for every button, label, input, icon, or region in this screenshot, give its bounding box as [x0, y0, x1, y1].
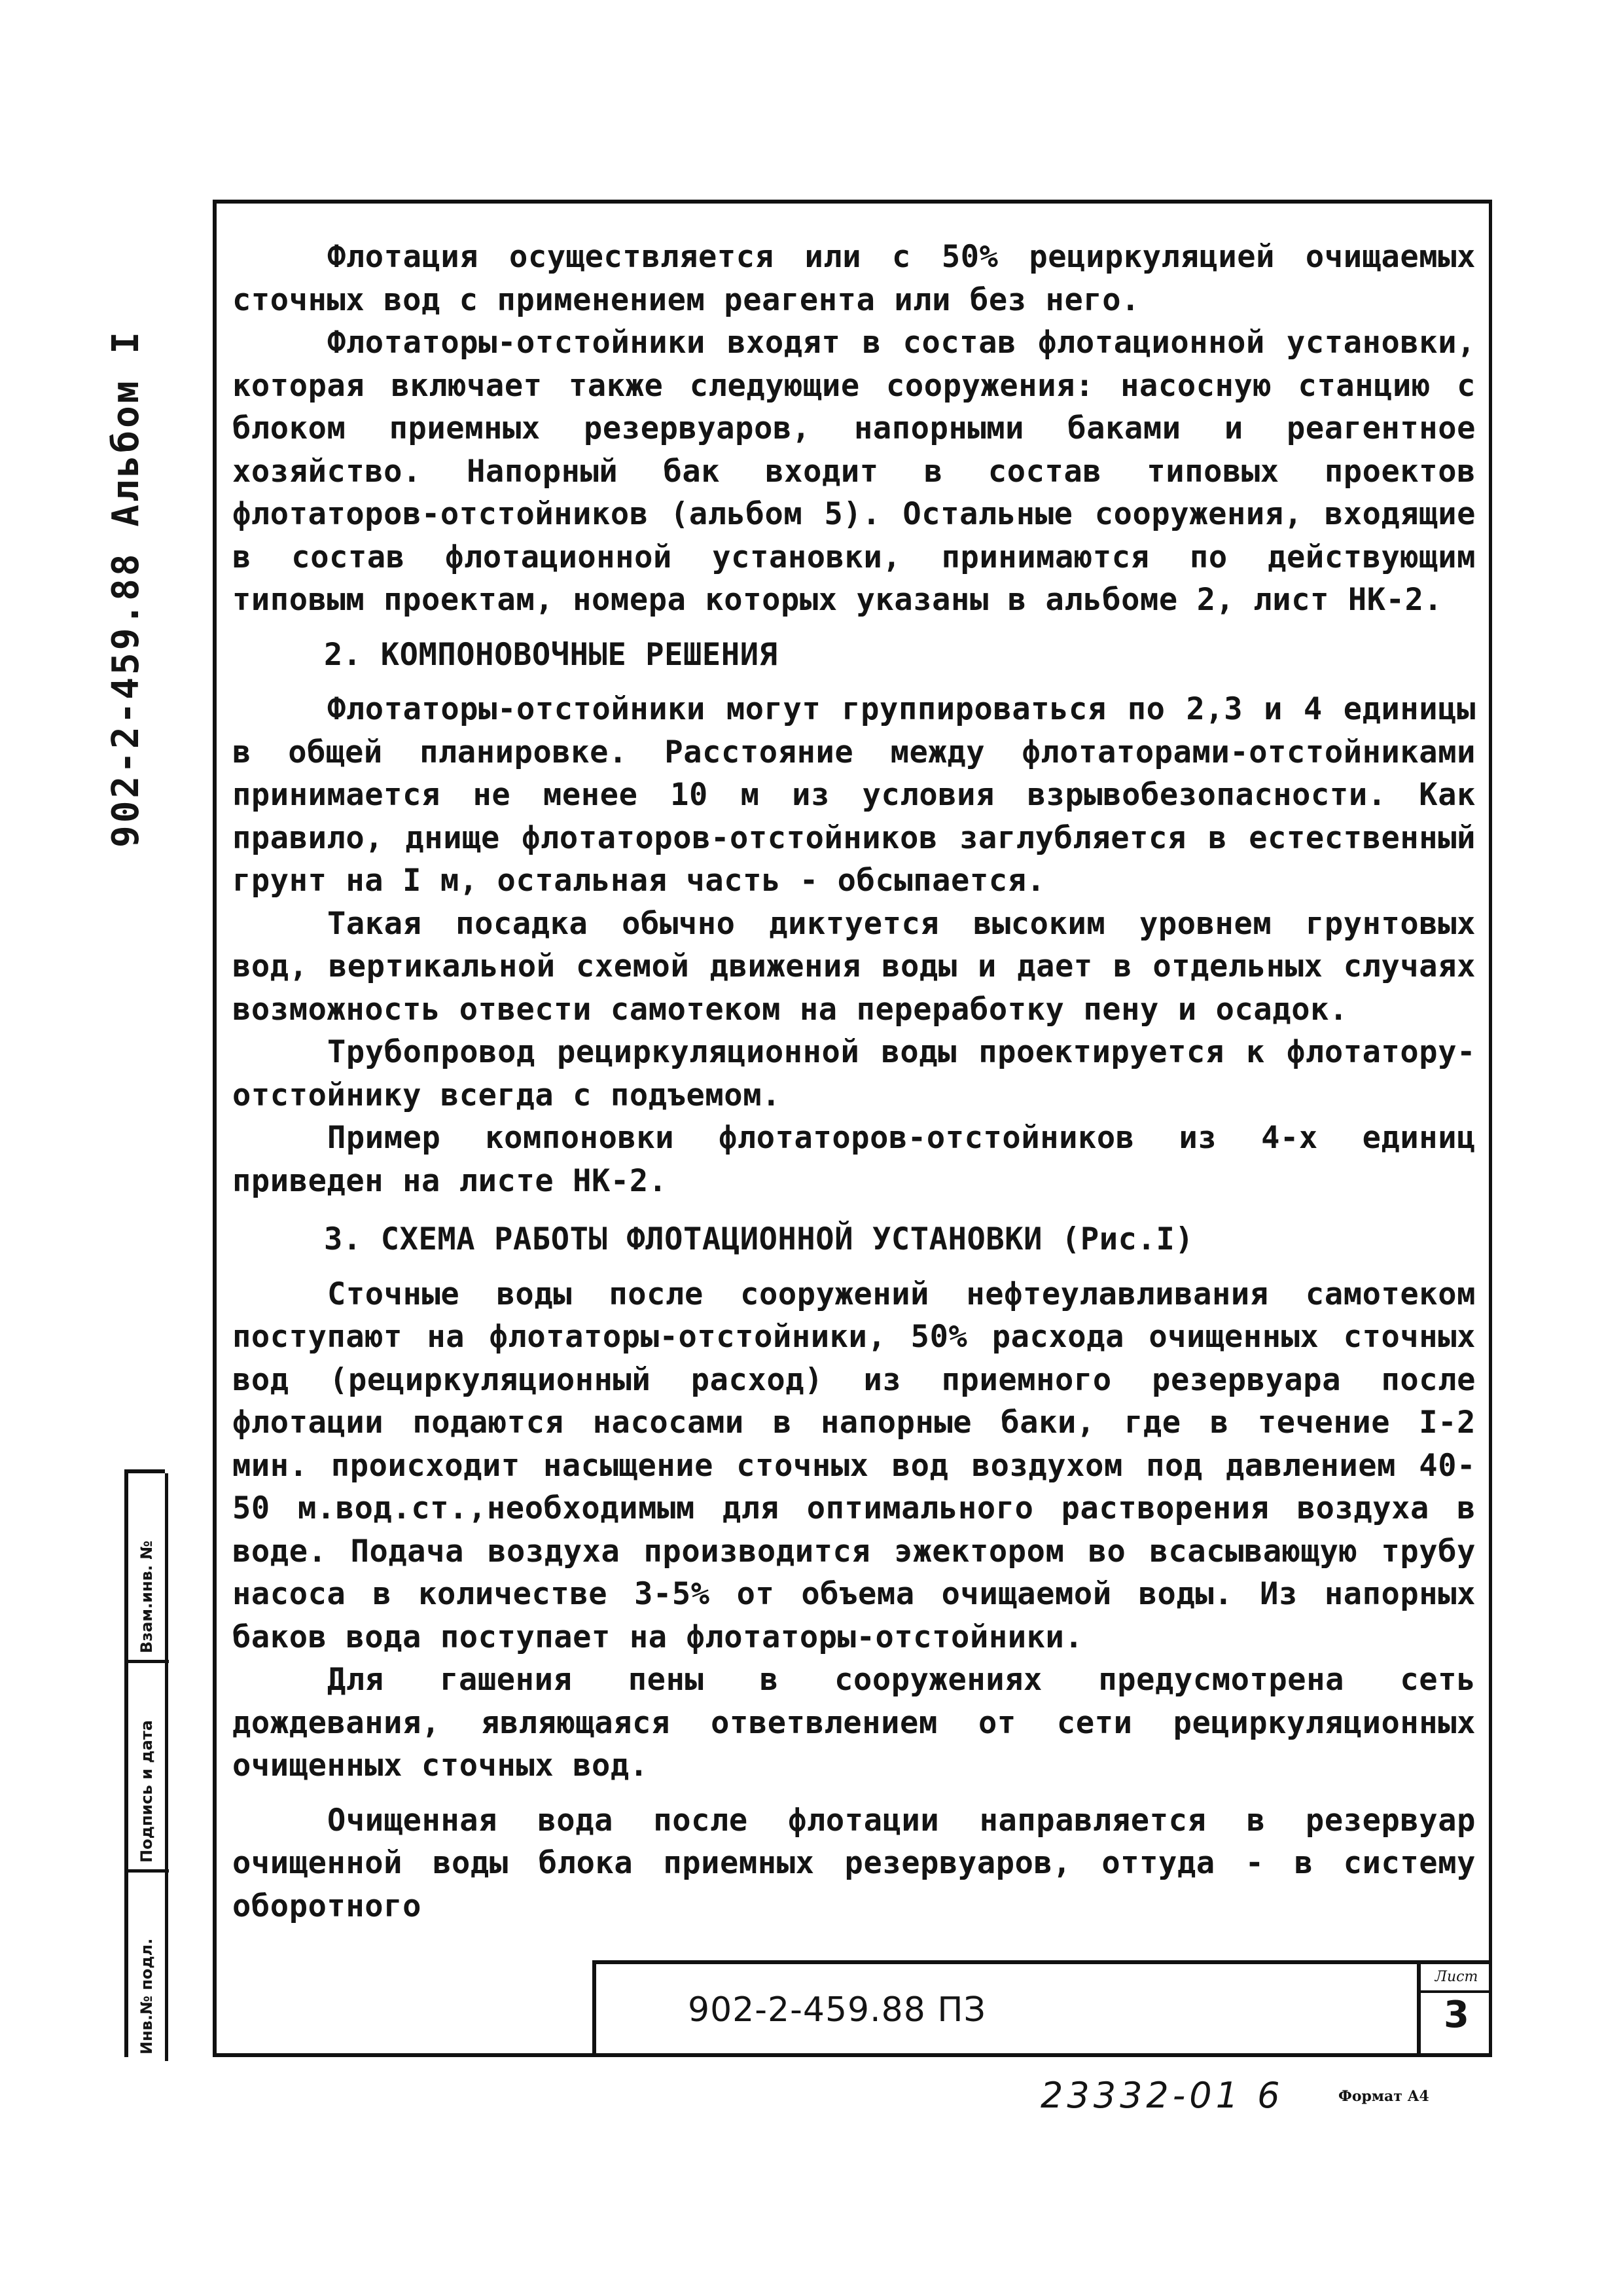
- handwritten-number: 23332-01 6: [1041, 2075, 1284, 2116]
- section-heading: 2. КОМПОНОВОЧНЫЕ РЕШЕНИЯ: [324, 636, 778, 673]
- paragraph: Флотация осуществляется или с 50% рециркуляцией очищаемых сточных вод с применением реагента или без него.: [232, 239, 1476, 318]
- stamp-column: [124, 1469, 165, 2057]
- paragraph: Флотаторы-отстойники входят в состав флотационной установки, которая включает также следующие сооружения: насосную станцию с блоком приемных резервуаров, напорными баками и реагентное хозяйство. Напорный бак входит в состав типовых проектов флотаторов-отстойников (альбом 5). Остальные сооружения, входящие в состав флотационной установки, принимаются по действующим типовым проектам, номера которых указаны в альбоме 2, лист НК-2.: [232, 325, 1476, 618]
- paragraph: Такая посадка обычно диктуется высоким уровнем грунтовых вод, вертикальной схемой движения воды и дает в отдельных случаях возможность отвести самотеком на переработку пену и осадок.: [232, 905, 1476, 1028]
- album-side-label: 902-2-459.88 Альбом I: [105, 329, 147, 848]
- paragraph: Для гашения пены в сооружениях предусмотрена сеть дождевания, являющаяся ответвлением от сети рециркуляционных очищенных сточных вод.: [232, 1662, 1476, 1784]
- stamp-inner-column: [165, 1473, 211, 2061]
- section-heading: 3. СХЕМА РАБОТЫ ФЛОТАЦИОННОЙ УСТАНОВКИ (Рис.I): [324, 1221, 1194, 1257]
- sheet-label: Лист: [1421, 1964, 1492, 1993]
- stamp-cell-replacement: [128, 1473, 169, 1663]
- sheet-box: [1417, 1964, 1492, 2057]
- format-label: Формат А4: [1338, 2088, 1429, 2105]
- title-block: [592, 1960, 1492, 2057]
- paragraph: Трубопровод рециркуляционной воды проектируется к флотатору-отстойнику всегда с подъемом.: [232, 1034, 1476, 1113]
- sheet-number: 3: [1444, 1994, 1469, 2036]
- paragraph: Сточные воды после сооружений нефтеулавливания самотеком поступают на флотаторы-отстойники, 50% расхода очищенных сточных вод (рециркуляционный расход) из приемного резервуара после флотации подаются насосами в напорные баки, где в течение I-2 мин. происходит насыщение сточных вод воздухом под давлением 40-50 м.вод.ст.,необходимым для оптимального растворения воздуха в воде. Подача воздуха производится эжектором во всасывающую трубу насоса в количестве 3-5% от объема очищаемой воды. Из напорных баков вода поступает на флотаторы-отстойники.: [232, 1276, 1476, 1655]
- document-body: [232, 236, 1476, 1928]
- stamp-label: Инв.№ подл.: [137, 1938, 156, 2054]
- stamp-label: Взам.инв. №: [137, 1540, 156, 1653]
- paragraph: Очищенная вода после флотации направляется в резервуар очищенной воды блока приемных резервуаров, оттуда - в систему оборотного: [232, 1802, 1476, 1924]
- document-code: 902-2-459.88 ПЗ: [688, 1990, 986, 2030]
- stamp-label: Подпись и дата: [137, 1720, 156, 1863]
- stamp-cell-signature: [128, 1663, 169, 1873]
- stamp-cell-inventory: [128, 1873, 169, 2061]
- paragraph: Пример компоновки флотаторов-отстойников из 4-х единиц приведен на листе НК-2.: [232, 1120, 1476, 1199]
- paragraph: Флотаторы-отстойники могут группироваться по 2,3 и 4 единицы в общей планировке. Расстояние между флотаторами-отстойниками принимается не менее 10 м из условия взрывобезопасности. Как правило, днище флотаторов-отстойников заглубляется в естественный грунт на I м, остальная часть - обсыпается.: [232, 691, 1476, 899]
